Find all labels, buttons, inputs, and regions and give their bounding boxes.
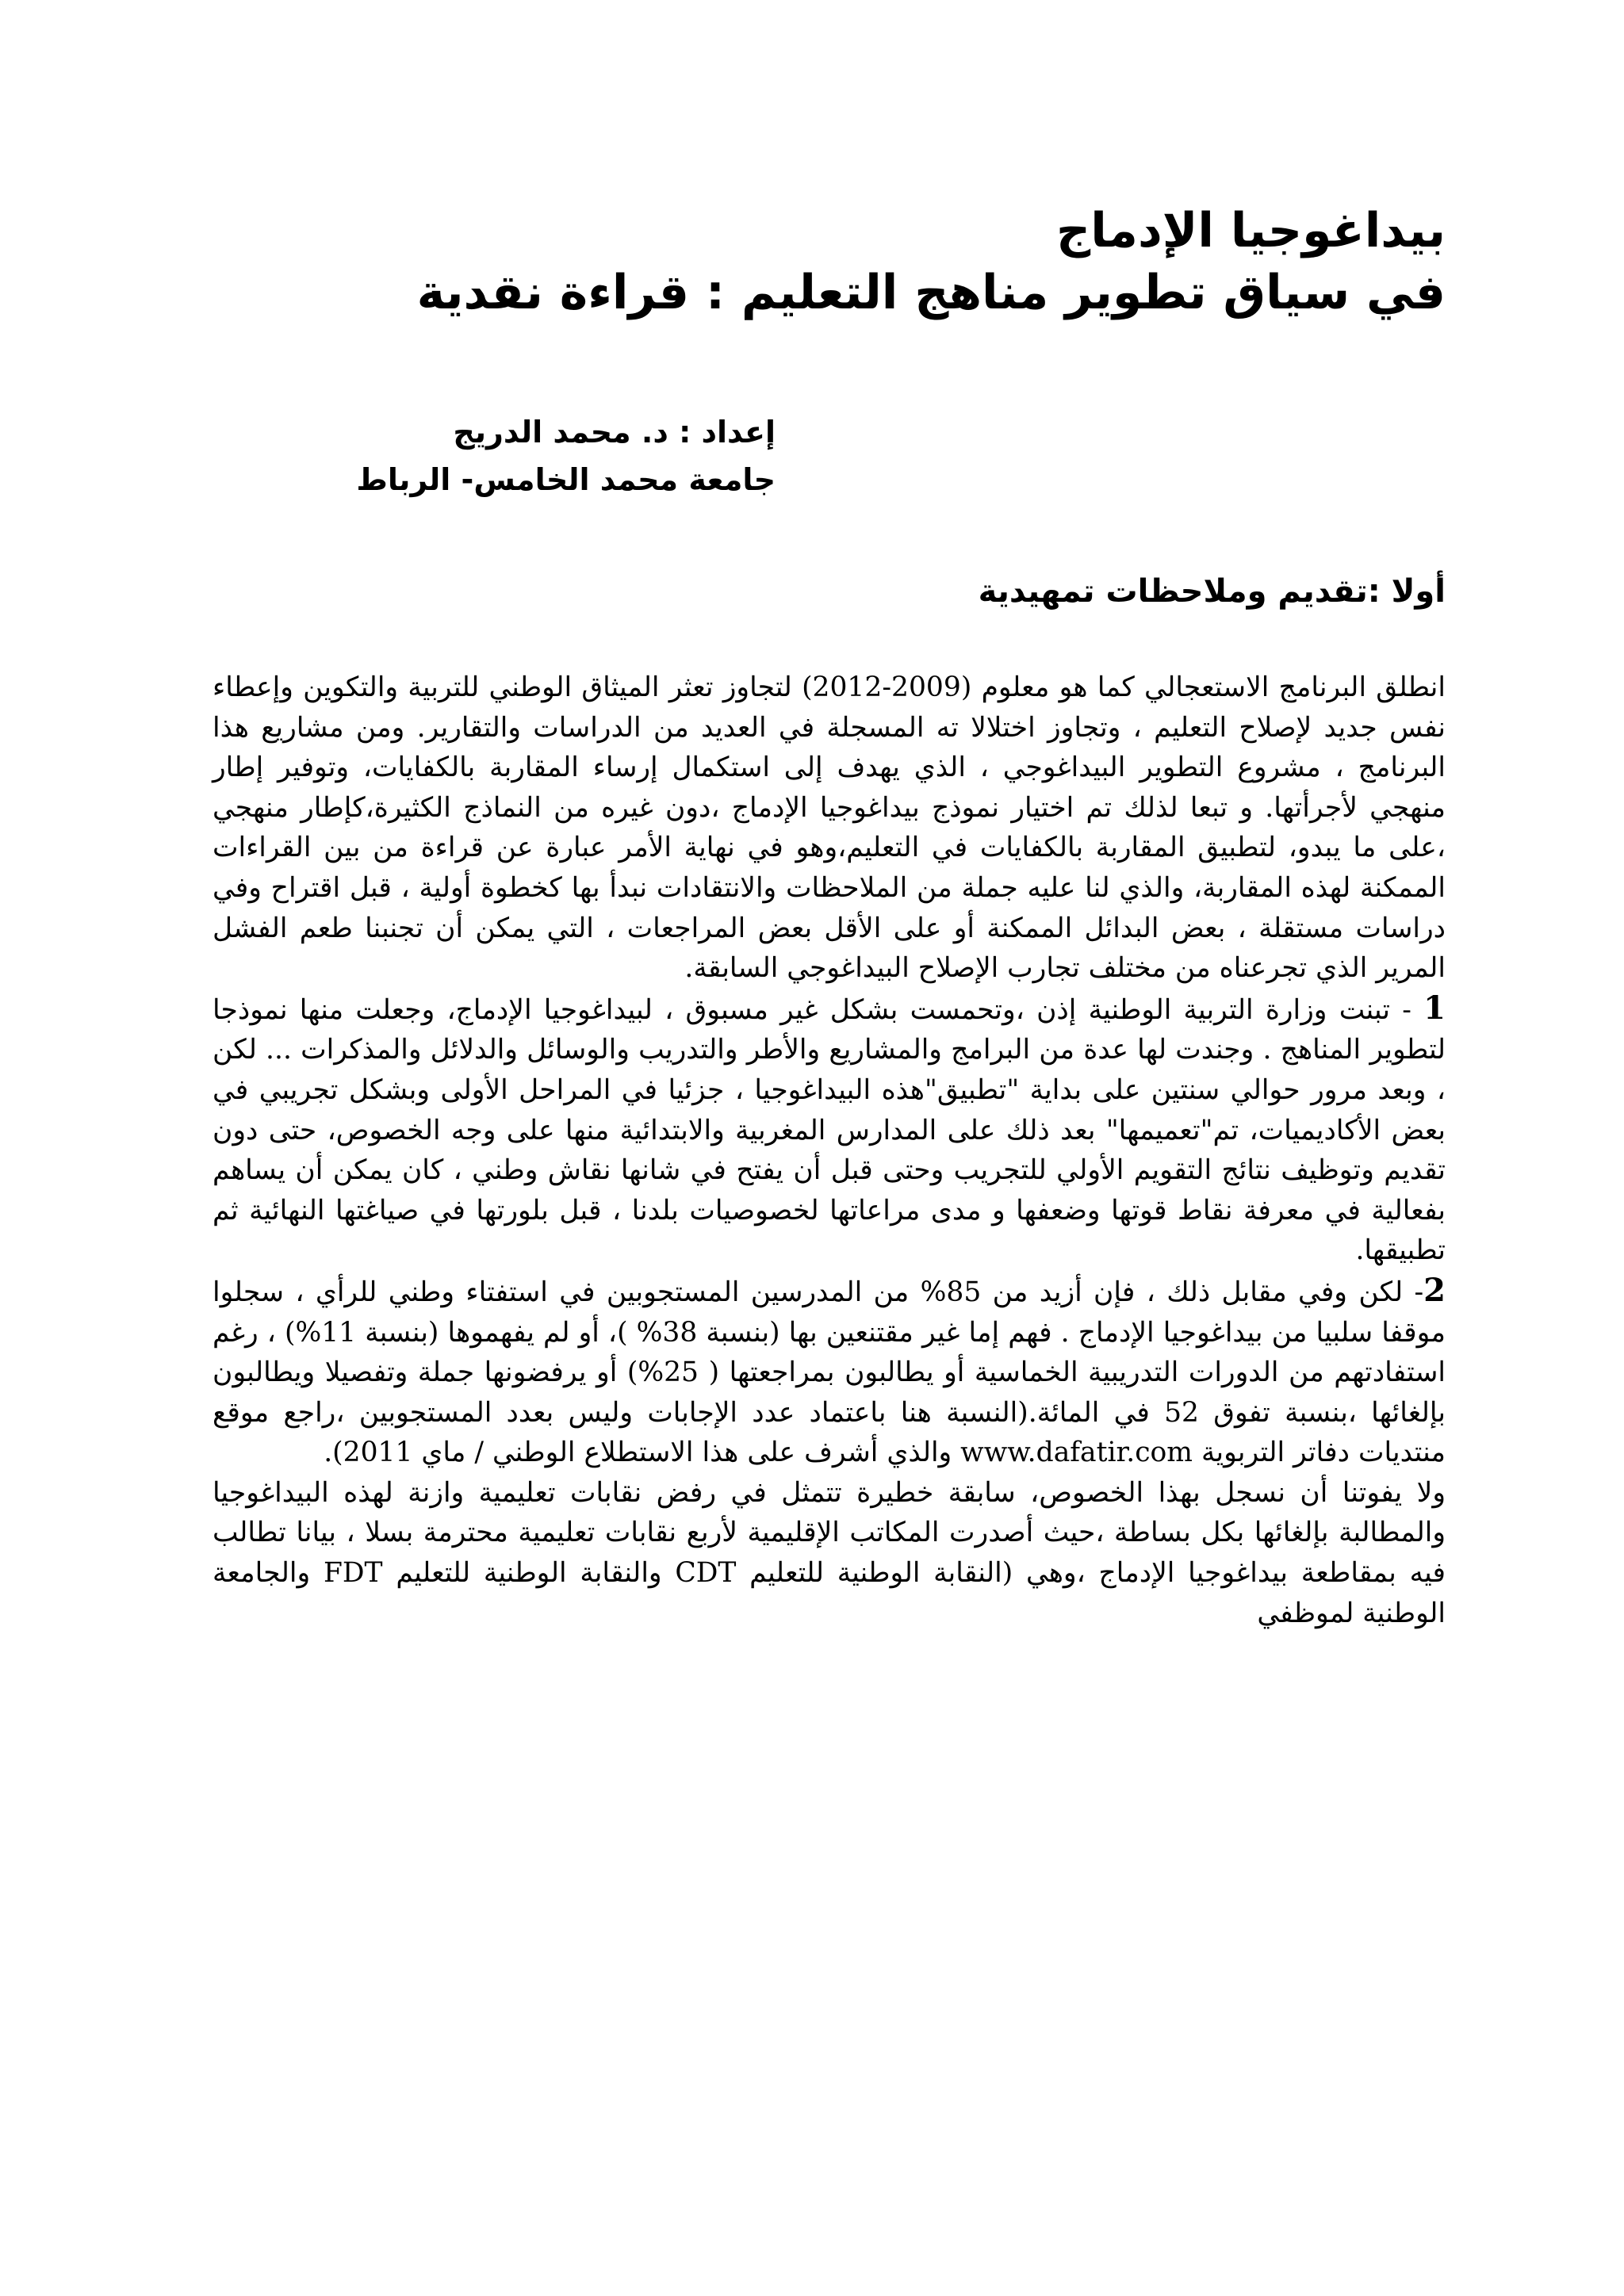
document-subtitle: في سياق تطوير مناهج التعليم : قراءة نقدية — [416, 265, 1446, 320]
paragraph-intro: انطلق البرنامج الاستعجالي كما هو معلوم (2009-2012) لتجاوز تعثر الميثاق الوطني للتربية والتكوين وإعطاء نفس جديد لإصلاح التعليم ، وتجاوز اختلالا ته المسجلة في العديد من الدراسات والتقارير. ومن مشاريع هذا البرنامج ، مشروع التطوير البيداغوجي ، الذي يهدف إلى استكمال إرساء المقاربة بالكفايات، وتوفير إطار منهجي لأجرأتها. و تبعا لذلك تم اختيار نموذج بيداغوجيا الإدماج ،دون غيره من النماذج الكثيرة،كإطار منهجي ،على ما يبدو، لتطبيق المقاربة بالكفايات في التعليم،وهو في نهاية الأمر عبارة عن قراءة من بين القراءات الممكنة لهذه المقاربة، والذي لنا عليه جملة من الملاحظات والانتقادات نبدأ بها كخطوة أولية ، قبل اقتراح وفي دراسات مستقلة ، بعض البدائل الممكنة أو على الأقل بعض المراجعات ، التي يمكن أن تجنبنا طعم الفشل المرير الذي تجرعناه من مختلف تجارب الإصلاح البيداغوجي السابقة. — [213, 672, 1446, 985]
document-title: بيداغوجيا الإدماج — [1056, 203, 1446, 258]
title-block — [177, 200, 1446, 323]
paragraph-2-number: 2 — [1423, 1271, 1446, 1309]
paragraph-3: ولا يفوتنا أن نسجل بهذا الخصوص، سابقة خطيرة تتمثل في رفض نقابات تعليمية وازنة لهذه البيداغوجيا والمطالبة بإلغائها بكل بساطة ،حيث أصدرت المكاتب الإقليمية لأربع نقابات تعليمية محترمة بسلا ، بيانا تطالب فيه بمقاطعة بيداغوجيا الإدماج ،وهي (النقابة الوطنية للتعليم CDT والنقابة الوطنية للتعليم FDT والجامعة الوطنية لموظفي — [213, 1476, 1446, 1629]
author-affiliation: جامعة محمد الخامس- الرباط — [356, 462, 776, 497]
paragraph-2 — [213, 1271, 1446, 1473]
author-name: إعداد : د. محمد الدريج — [453, 415, 776, 450]
paragraph-2-text: - لكن وفي مقابل ذلك ، فإن أزيد من 85% من المدرسين المستجوبين في استفتاء وطني للرأي ، سجلوا موقفا سلبيا من بيداغوجيا الإدماج . فهم إما غير مقتنعين بها (بنسبة 38% )، أو لم يفهموها (بنسبة 11%) ، رغم استفادتهم من الدورات التدريبية الخماسية أو يطالبون بمراجعتها ( 25%) أو يرفضونها جملة وتفصيلا ويطالبون بإلغائها ،بنسبة تفوق 52 في المائة.(النسبة هنا باعتماد عدد الإجابات وليس بعدد المستجوبين ،راجع موقع منتديات دفاتر التربوية www.dafatir.com والذي أشرف على هذا الاستطلاع الوطني / ماي 2011). — [213, 1276, 1446, 1469]
paragraph-1-text: - تبنت وزارة التربية الوطنية إذن ،وتحمست بشكل غير مسبوق ، لبيداغوجيا الإدماج، وجعلت منها نموذجا لتطوير المناهج . وجندت لها عدة من البرامج والمشاريع والأطر والتدريب والوسائل والدلائل والمذكرات ... لكن ، وبعد مرور حوالي سنتين على بداية "تطبيق"هذه البيداغوجيا ، جزئيا في المراحل الأولى وبشكل تجريبي في بعض الأكاديميات، تم"تعميمها" بعد ذلك على المدارس المغربية والابتدائية منها على وجه الخصوص، حتى دون تقديم وتوظيف نتائج التقويم الأولي للتجريب وحتى قبل أن يفتح في شانها نقاش وطني ، كان يمكن أن يساهم بفعالية في معرفة نقاط قوتها وضعفها و مدى مراعاتها لخصوصيات بلدنا ، قبل بلورتها في صياغتها النهائية ثم تطبيقها. — [213, 993, 1446, 1267]
body-text — [213, 668, 1446, 1633]
author-block — [62, 408, 776, 503]
paragraph-1-number: 1 — [1423, 989, 1446, 1027]
section-heading: أولا :تقديم وملاحظات تمهيدية — [978, 573, 1446, 610]
paragraph-1 — [213, 989, 1446, 1271]
